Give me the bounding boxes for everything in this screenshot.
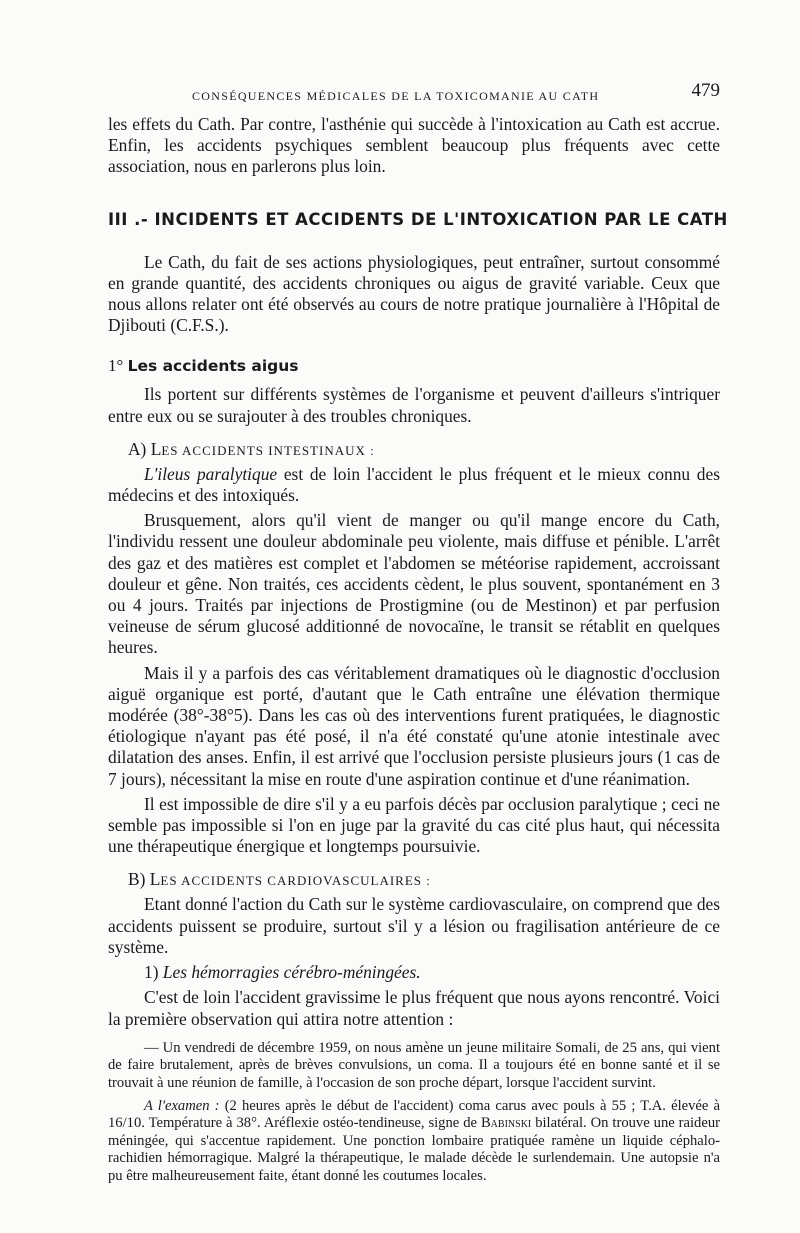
paragraph-brusquement: Brusquement, alors qu'il vient de manger ou qu'il mange encore du Cath, l'individu ressent une douleur abdominale peu violente, mais diffuse et pénible. L'arrêt des gaz et des matières est complet et l'abdomen se météorise rapidement, accroissant douleur et gêne. Non traités, ces accidents cèdent, le plus souvent, spontanément en 3 ou 4 jours. Traités par injections de Prostigmine (ou de Mestinon) et par perfusion veineuse de sérum glucosé additionné de novocaïne, le transit se rétablit en quelques heures. (108, 510, 720, 658)
paragraph-etant: Etant donné l'action du Cath sur le système cardiovasculaire, on comprend que des accidents puissent se produire, surtout s'il y a lésion ou fragilisation antérieure de ce système. (108, 894, 720, 957)
subsection-heading (108, 356, 720, 376)
page-number: 479 (691, 80, 720, 101)
observation-paragraph-2 (108, 1098, 720, 1185)
paragraph-cest: C'est de loin l'accident gravissime le plus fréquent que nous ayons rencontré. Voici la première observation qui attira notre attention : (108, 987, 720, 1029)
running-header (108, 80, 720, 114)
ileus-paragraph (108, 464, 720, 506)
page (108, 80, 728, 1185)
section-paragraph: Le Cath, du fait de ses actions physiologiques, peut entraîner, surtout consommé en grande quantité, des accidents chroniques ou aigus de gravité variable. Ceux que nous allons relater ont été observés au cours de notre pratique journalière à l'Hôpital de Djibouti (C.F.S.). (108, 251, 720, 336)
heading-b-rest: ES ACCIDENTS CARDIOVASCULAIRES : (160, 873, 431, 889)
paragraph-mais: Mais il y a parfois des cas véritablement dramatiques où le diagnostic d'occlusion aiguë organique est porté, d'autant que le Cath entraîne une élévation thermique modérée (38°-38°5). Dans les cas où des interventions furent pratiquées, le diagnostic étiologique n'ayant pas été posé, il n'a été constaté qu'une atonie intestinale avec dilatation des anses. Enfin, il est arrivé que l'occlusion persiste plusieurs jours (1 cas de 7 jours), nécessitant la mise en route d'une aspiration continue et d'une réanimation. (108, 662, 720, 789)
heading-a (128, 439, 720, 460)
running-title: CONSÉQUENCES MÉDICALES DE LA TOXICOMANIE AU CATH (192, 89, 600, 103)
hemorrhage-heading (144, 962, 720, 983)
ileus-term: L'ileus paralytique (144, 463, 278, 484)
observation-text-b: bilatéral. On trouve une raideur méningée, qui s'accentue rapidement. Une ponction lombaire pratiquée ramène un liquide céphalo-rachidien hémorragique. Malgré la thérapeutique, le malade décède le surlendemain. Une autopsie n'a pu être malheureusement faite, étant donné les coutumes locales. (108, 1115, 720, 1184)
subsection-paragraph: Ils portent sur différents systèmes de l'organisme et peuvent d'ailleurs s'intriquer entre eux ou se surajouter à des troubles chroniques. (108, 384, 720, 426)
observation-paragraph-1: — Un vendredi de décembre 1959, on nous amène un jeune militaire Somali, de 25 ans, qui vient de faire brutalement, après de brèves convulsions, un coma. Il a toujours été en bonne santé et il se trouvait à une réunion de famille, à l'occasion de son proche départ, lorsque l'accident survint. (108, 1039, 720, 1091)
subsection-number: 1° (108, 356, 124, 376)
section-heading: III .- INCIDENTS ET ACCIDENTS DE L'INTOXICATION PAR LE CATH (108, 209, 728, 229)
observation-text-a: (2 heures après le début de l'accident) coma carus avec pouls à 55 ; T.A. élevée à 16/10. Température à 38°. Aréflexie ostéo-tendineuse, signe de (108, 1097, 720, 1132)
ileus-text: est de loin l'accident le plus fréquent et le mieux connu des médecins et des intoxiqués. (108, 463, 720, 506)
heading-b (128, 869, 720, 890)
heading-b-letter: B) L (128, 869, 161, 890)
heading-a-rest: ES ACCIDENTS INTESTINAUX : (161, 442, 375, 458)
intro-paragraph: les effets du Cath. Par contre, l'asthénie qui succède à l'intoxication au Cath est accrue. Enfin, les accidents psychiques semblent beaucoup plus fréquents avec cette association, nous en parlerons plus loin. (108, 114, 720, 177)
observation-babinski: Babinski (480, 1115, 532, 1132)
heading-a-letter: A) L (128, 438, 162, 459)
subsection-title: Les accidents aigus (127, 357, 299, 376)
hemorrhage-title: Les hémorragies cérébro-méningées. (162, 962, 421, 983)
paragraph-impossible: Il est impossible de dire s'il y a eu parfois décès par occlusion paralytique ; ceci ne semble pas impossible si l'on en juge par la gravité du cas cité plus haut, qui nécessita une thérapeutique énergique et longtemps poursuivie. (108, 793, 720, 857)
hemorrhage-number: 1) (144, 962, 163, 983)
observation-examen: A l'examen : (144, 1097, 220, 1114)
